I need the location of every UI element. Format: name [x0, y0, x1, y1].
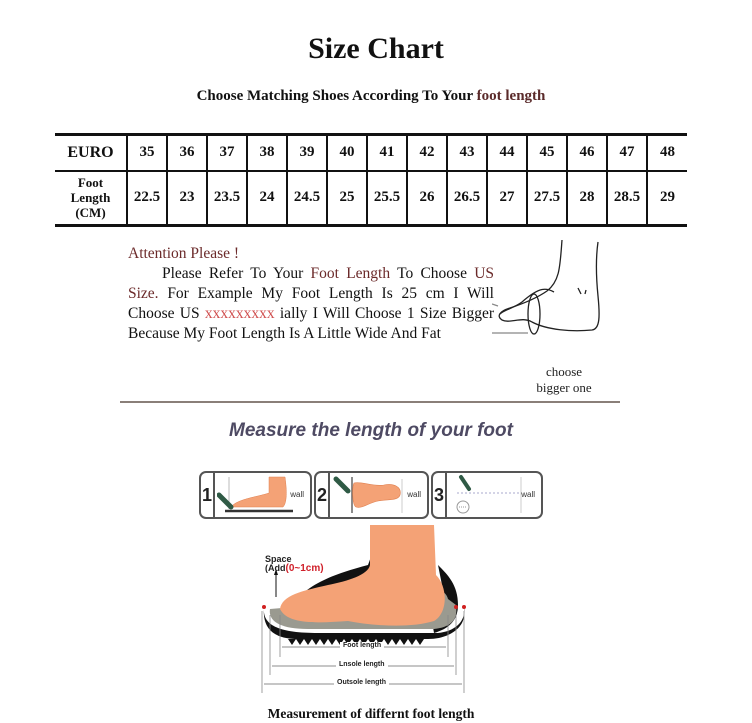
- euro-cell: 48: [647, 135, 687, 171]
- foot-side-pen-icon: [217, 473, 295, 517]
- euro-cell: 45: [527, 135, 567, 171]
- step-2-panel: [314, 471, 429, 519]
- row-header-line: Foot: [77, 175, 104, 191]
- body-text: To Choose: [390, 265, 475, 282]
- measurement-caption: Measurement of differnt foot length: [267, 706, 475, 721]
- euro-cell: 44: [487, 135, 527, 171]
- foot-length-label: Foot length: [340, 642, 384, 649]
- space-label: [265, 555, 324, 573]
- caption-line: bigger one: [536, 380, 592, 395]
- length-cell: 25: [327, 171, 367, 226]
- euro-cell: 41: [367, 135, 407, 171]
- body-redacted: xxxxxxxxx: [204, 305, 275, 322]
- euro-cell: 37: [207, 135, 247, 171]
- space-text: Space: [265, 554, 292, 564]
- euro-cell: 43: [447, 135, 487, 171]
- table-row-euro: [55, 135, 687, 171]
- euro-cell: 35: [127, 135, 167, 171]
- space-add-text: (Add: [265, 563, 286, 573]
- euro-cell: 40: [327, 135, 367, 171]
- measure-title: Measure the length of your foot: [229, 420, 513, 441]
- length-cell: 26.5: [447, 171, 487, 226]
- body-text: For Example My Foot Length Is 25 cm I Will Choose US: [128, 285, 494, 322]
- euro-cell: 38: [247, 135, 287, 171]
- body-highlight: Foot Length: [310, 265, 391, 282]
- length-cell: 29: [647, 171, 687, 226]
- space-range: (0~1cm): [285, 563, 324, 574]
- row-header-line: (CM): [75, 205, 106, 221]
- wall-label: wall: [407, 490, 421, 499]
- length-cell: 23.5: [207, 171, 247, 226]
- page-title: Size Chart: [308, 32, 444, 65]
- body-text: ially I Will Choose 1 Size Bigger Because My Foot Length Is A Little Wide And Fat: [128, 305, 494, 342]
- subtitle: [0, 88, 742, 105]
- subtitle-accent: foot length: [476, 88, 546, 104]
- length-cell: 25.5: [367, 171, 407, 226]
- euro-cell: 39: [287, 135, 327, 171]
- wall-label: wall: [521, 490, 535, 499]
- euro-cell: 36: [167, 135, 207, 171]
- body-text: Please Refer To Your: [162, 265, 311, 282]
- length-cell: 27.5: [527, 171, 567, 226]
- euro-cell: 47: [607, 135, 647, 171]
- section-divider: [120, 401, 620, 403]
- length-cell: 22.5: [127, 171, 167, 226]
- length-cell: 26: [407, 171, 447, 226]
- length-cell: 23: [167, 171, 207, 226]
- foot-top-pen-icon: [332, 473, 412, 517]
- wall-label: wall: [290, 490, 304, 499]
- step-number: 1: [201, 473, 215, 517]
- attention-heading: Attention Please !: [128, 245, 240, 262]
- row-header-foot-length: [55, 171, 127, 226]
- choose-bigger-caption: [522, 364, 606, 396]
- body-highlight: US Size.: [128, 265, 495, 302]
- length-cell: 24: [247, 171, 287, 226]
- step-1-panel: [199, 471, 312, 519]
- step-number: 3: [433, 473, 447, 517]
- length-cell: 28: [567, 171, 607, 226]
- caption-line: choose: [545, 364, 583, 379]
- shoe-cross-section-icon: [258, 525, 473, 695]
- outsole-length-label: Outsole length: [334, 679, 389, 686]
- length-cell: 28.5: [607, 171, 647, 226]
- size-table: [55, 133, 687, 227]
- row-header-euro: EURO: [55, 135, 127, 171]
- length-cell: 24.5: [287, 171, 327, 226]
- euro-cell: 46: [567, 135, 607, 171]
- step-3-panel: [431, 471, 543, 519]
- length-cell: 27: [487, 171, 527, 226]
- attention-note: [128, 244, 494, 344]
- ruler-pen-icon: [449, 473, 529, 517]
- attention-body: [128, 264, 494, 344]
- subtitle-text: Choose Matching Shoes According To Your: [196, 88, 477, 104]
- insole-length-label: Lnsole length: [336, 661, 388, 668]
- step-number: 2: [316, 473, 330, 517]
- table-row-foot-length: [55, 171, 687, 226]
- euro-cell: 42: [407, 135, 447, 171]
- row-header-line: Length: [70, 190, 111, 206]
- foot-sketch-icon: [492, 236, 612, 346]
